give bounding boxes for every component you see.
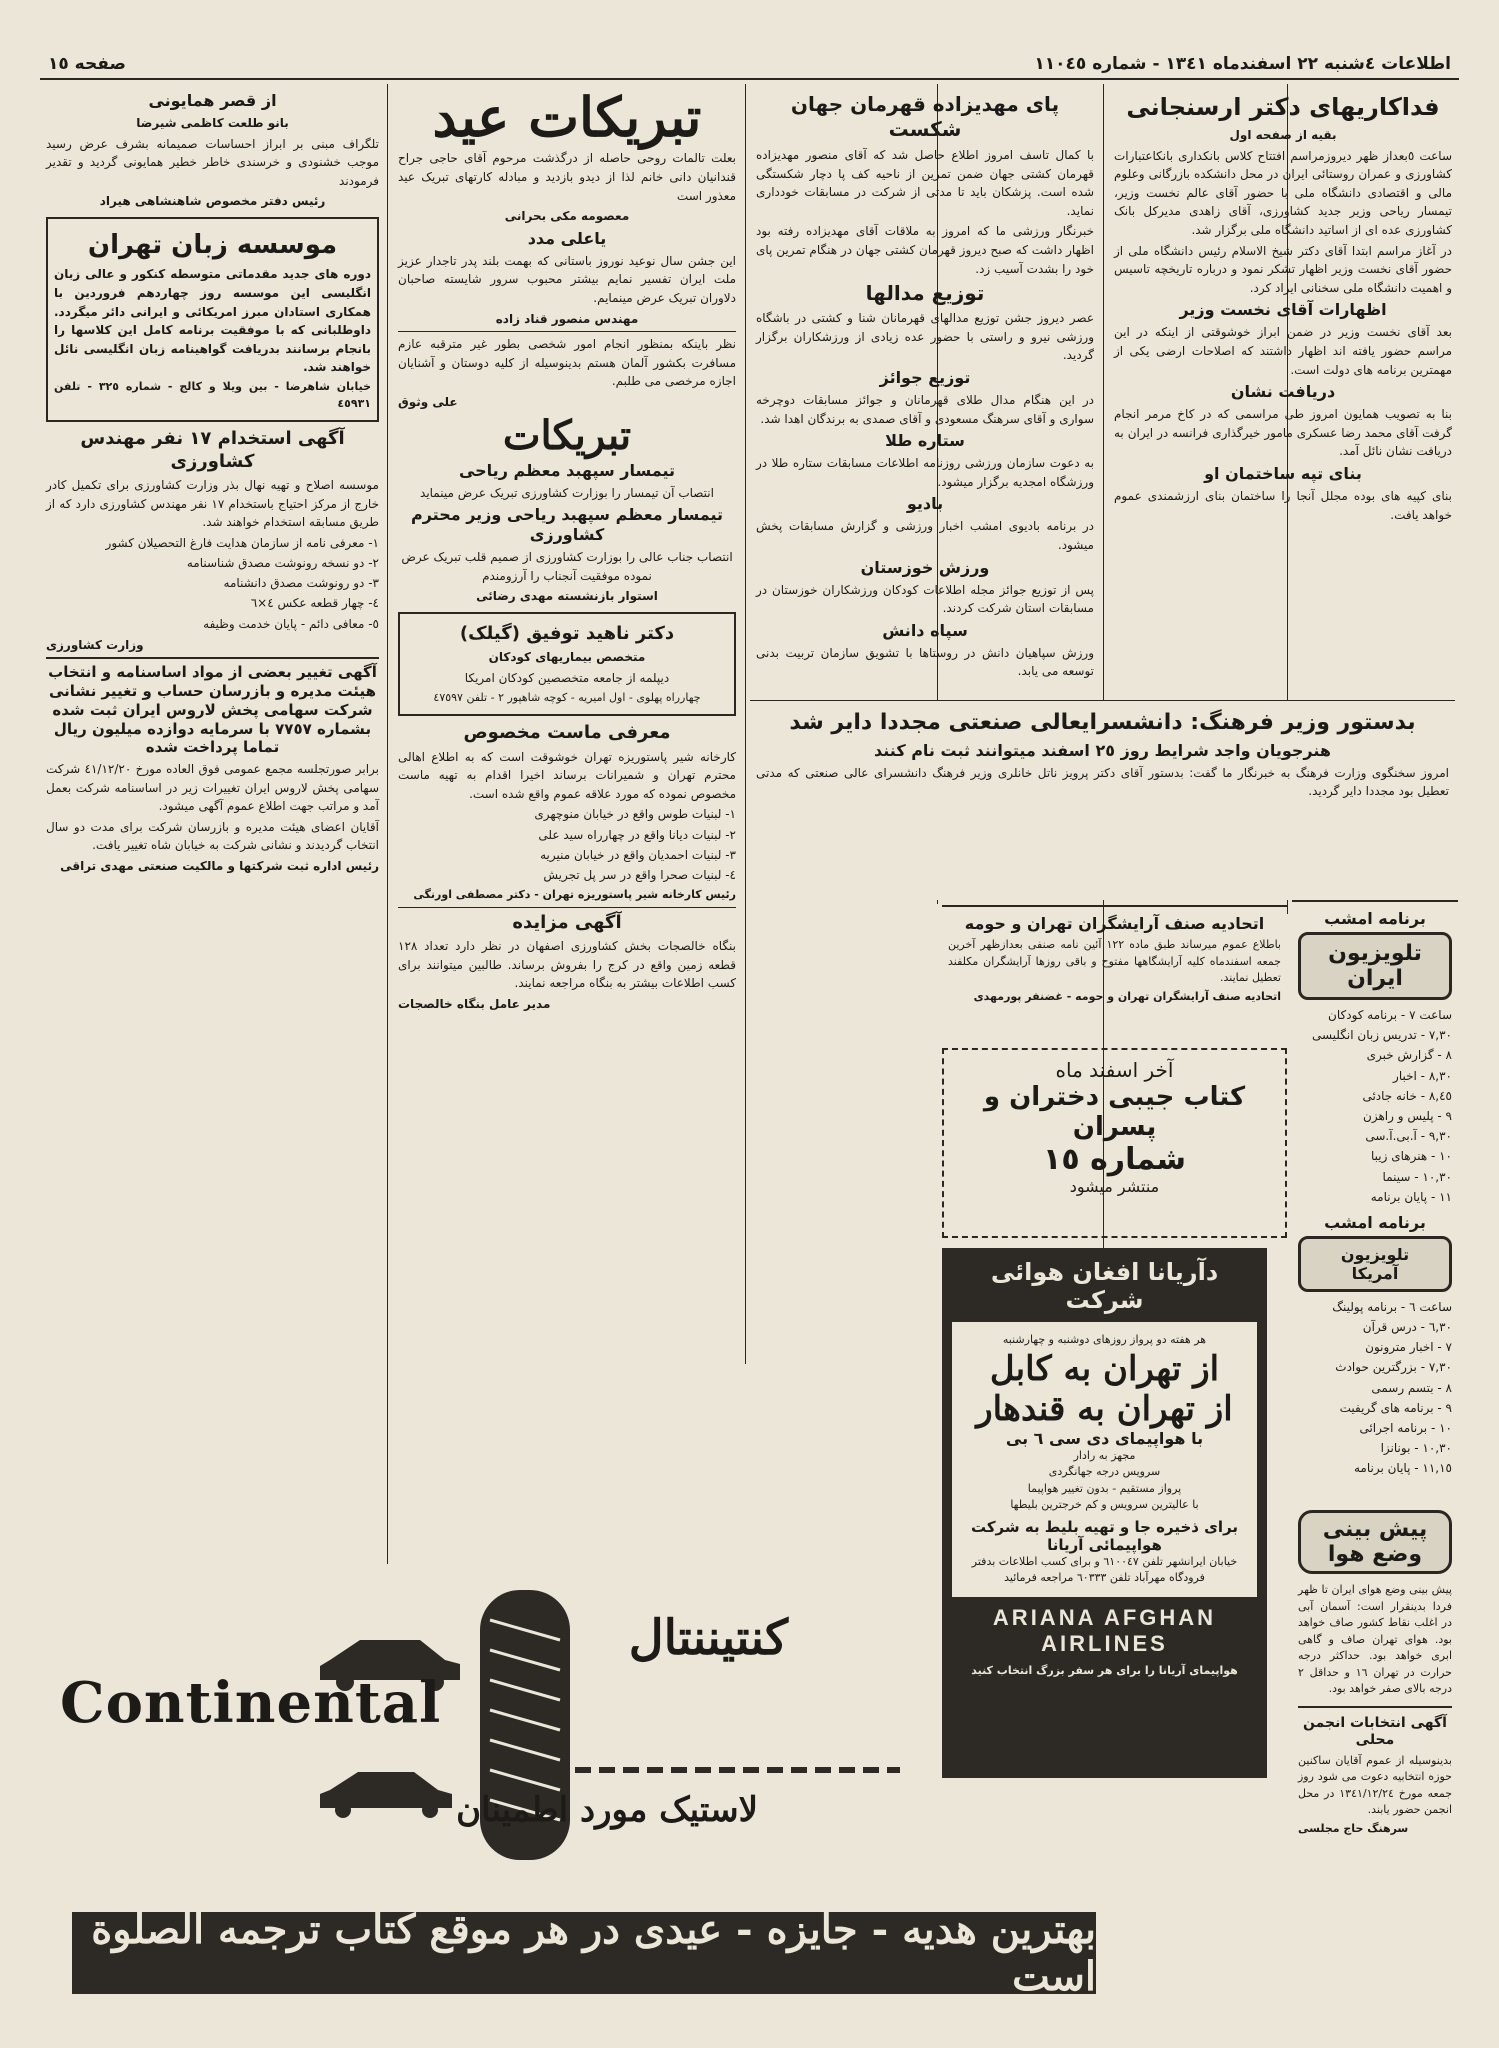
tv2-item: ساعت ٦ - برنامه پولینگ <box>1332 1299 1452 1314</box>
tv2-item: ١٠,٣٠ - بونانزا <box>1380 1441 1452 1456</box>
daneshsara-paragraph: امروز سخنگوی وزارت فرهنگ به خبرنگار ما گفت: بدستور آقای دکتر پرویز ناتل خانلری وزیر فرهنگ دانشسرای عالی صنعتی که مدتی تعطیل بود مجددا دایر گردید. <box>756 765 1449 799</box>
tv-item: ١٠,٣٠ - سینما <box>1382 1169 1452 1184</box>
ariana-feature: مجهز به رادار <box>1073 1448 1136 1462</box>
column-rule <box>745 84 746 1364</box>
tv-item: ١٠ - هنرهای زیبا <box>1370 1149 1452 1164</box>
zaban-title: موسسه زبان تهران <box>87 229 338 260</box>
greeting-paragraph: این جشن سال نوعید نوروز باستانی که بهمت بلند پدر تاجدار عزیز ملت ایران تفسیر نمایم بیشتر محبوب سرور شایسته صاحبان دلاوران تبریک عرض مینمایم. <box>398 253 736 305</box>
notice-signature: رئیس اداره ثبت شرکتها و مالکیت صنعتی مهدی تراقی <box>60 859 379 874</box>
weather-text: پیش بینی وضع هوای ایران تا ظهر فردا بدینقرار است: آسمان آبی در اغلب نقاط کشور صاف خواهد بود. هوای تهران صاف و گاهی ابری خواهد بود. حداکثر درجه حرارت در تهران ١٦ و حداقل ٢ درجه بالای صفر خواهد بود. <box>1298 1583 1452 1695</box>
bottom-banner: بهترین هدیه - جایزه - عیدی در هر موقع کتاب ترجمه الصلوة است <box>72 1912 1096 1994</box>
tv-item: ٨ - گزارش خبری <box>1366 1048 1452 1063</box>
greeting-signature: علی وثوق <box>398 394 458 409</box>
continental-ad <box>40 1580 938 1870</box>
hire-item: ٥- معافی دائم - پایان خدمت وظیفه <box>203 616 379 631</box>
tv2-item: ٨ - بتسم رسمی <box>1371 1380 1452 1395</box>
issue-line: اطلاعات ٤شنبه ٢٢ اسفندماه ١٣٤١ - شماره ١١٠٤٥ <box>1034 54 1451 74</box>
continental-tagline: لاستیک مورد اطمینان <box>456 1790 758 1830</box>
zaban-ad <box>46 217 379 422</box>
section-heading: ورزش خوزستان <box>860 557 990 577</box>
ariana-route-kabul: از تهران به کابل <box>989 1348 1220 1389</box>
greeting-signature: مهندس منصور قناد زاده <box>495 311 639 326</box>
doctor-specialty: متخصص بیماریهای کودکان <box>488 650 646 665</box>
page-number: صفحه ١٥ <box>48 54 126 74</box>
greetings-heading: تبریکات عید <box>432 85 702 149</box>
daneshsara-subtitle: هنرجویان واجد شرایط روز ٢٥ اسفند میتوانند ثبت نام کنند <box>874 740 1331 760</box>
greeting-paragraph: انتصاب جناب عالی را بوزارت کشاورزی از صمیم قلب تبریک عرض نموده موفقیت آنجناب را آرزومندم <box>401 550 733 583</box>
greeting-paragraph: بعلت تالمات روحی حاصله از درگذشت مرحوم آقای حاجی جراح قندانیان دانی خانم لذا از دیدو بازدید و مبادله کارتهای تبریک عید معذور است <box>398 151 736 203</box>
notice-title: آگهی تغییر بعضی از مواد اساسنامه و انتخاب هیئت مدیره و بازرسان حساب و تغییر نشانی شرکت سهامی پخش لاروس ایران ثبت شده بشماره ٧٧٥٧ با سرمایه دوازده میلیون ریال تماما پرداخت شده <box>46 657 379 757</box>
article-title: پای مهدیزاده قهرمان جهان شکست <box>790 92 1060 141</box>
ketab-line3: شماره ١٥ <box>1043 1142 1186 1177</box>
ketab-line1: آخر اسفند ماه <box>1055 1058 1174 1082</box>
mast-shop: ١- لبنیات طوس واقع در خیابان منوچهری <box>534 807 736 822</box>
column-left <box>40 84 385 1564</box>
article-paragraph: پس از توزیع جوائز مجله اطلاعات کودکان ورزشکاران خوزستان در مسابقات استان شرکت کردند. <box>756 582 1094 616</box>
greeting-signature: معصومه مکی بحرانی <box>504 209 630 224</box>
continental-logo: Continental <box>60 1670 442 1736</box>
tv-item: ٨,٣٠ - اخبار <box>1393 1068 1452 1083</box>
doctor-ad <box>398 612 736 716</box>
ariana-schedule: هر هفته دو پرواز روزهای دوشنبه و چهارشنبه <box>1002 1333 1207 1346</box>
tv2-item: ٦,٣٠ - درس قرآن <box>1362 1320 1452 1335</box>
ariana-english-airlines: AIRLINES <box>1041 1630 1168 1656</box>
tv-item: ساعت ٧ - برنامه کودکان <box>1328 1008 1452 1022</box>
mast-title: معرفی ماست مخصوص <box>463 722 671 744</box>
column-greetings <box>392 84 742 1564</box>
article-paragraph: بنا به تصویب همایون امروز طی مراسمی که در کاخ مرمر انجام گرفت آقای محمد رضا عسکری مامور خیرگذاری فرانسه در ایران به دریافت نشان نائل آمد. <box>1114 407 1452 459</box>
hire-item: ٤- چهار قطعه عکس ٤×٦ <box>250 596 379 611</box>
article-paragraph: به دعوت سازمان ورزشی روزنامه اطلاعات مسابقات ستاره طلا در ورزشگاه امجدیه برگزار میشود. <box>756 456 1094 489</box>
tv-item: ٩ - پلیس و راهزن <box>1363 1108 1452 1123</box>
column-rule <box>387 84 388 1564</box>
mast-shop: ٤- لبنیات صحرا واقع در سر پل تجریش <box>543 867 736 882</box>
weather-heading: پیش بینی وضع هوا <box>1298 1510 1452 1574</box>
tv2-item: ١٠ - برنامه اجرائی <box>1359 1421 1452 1435</box>
mast-paragraph: کارخانه شیر پاستوریزه تهران خوشوقت است که به اطلاع اهالی محترم تهران و شمیرانات برساند اخیرا اقدام به تهیه ماست مخصوص نموده که مورد علاقه عموم واقع شده است. <box>398 749 736 801</box>
ariana-feature: سرویس درجه جهانگردی <box>1048 1465 1161 1478</box>
greeting-heading: تیمسار سپهبد معظم ریاحی <box>458 460 676 480</box>
hire-signature: وزارت کشاورزی <box>46 637 144 652</box>
article-subtitle: بقیه از صفحه اول <box>1229 128 1337 142</box>
daneshsara-article <box>750 700 1455 900</box>
auction-paragraph: بنگاه خالصجات بخش کشاورزی اصفهان در نظر دارد تعداد ١٢٨ قطعه زمین واقع در کرج را بفروش برساند. طالبین میتوانند برای کسب اطلاعات بیشتر به بنگاه مراجعه نمایند. <box>398 939 736 991</box>
hire-paragraph: موسسه اصلاح و تهیه نهال بذر وزارت کشاورزی برای تکمیل کادر خارج از مرکز احتیاج باستخدام ١٧ نفر مهندس کشاورزی دارد که از طریق مسابقه استخدام خواهند شد. <box>46 478 379 530</box>
article-paragraph: خبرنگار ورزشی ما که امروز به ملاقات آقای مهدیزاده رفته بود اظهار داشت که صبح دیروز قهرمان کشتی جهان در هنگام تمرین پای خود را بشدت آسیب زد. <box>756 224 1094 276</box>
doctor-diploma: دیپلمه از جامعه متخصصین کودکان امریکا <box>464 670 670 685</box>
hire-item: ١- معرفی نامه از سازمان هدایت فارغ التحصیلان کشور <box>105 535 379 550</box>
anjoman-text: بدینوسیله از عموم آقایان ساکنین حوزه انتخابیه دعوت می شود روز جمعه مورخ ١٣٤١/١٢/٢٤ در محل انجمن حضور یابند. <box>1298 1753 1452 1816</box>
tv-item: ٧,٣٠ - تدریس زبان انگلیسی <box>1311 1028 1452 1043</box>
ariana-footer: هواپیمای آریانا را برای هر سفر بزرگ انتخاب کنید <box>971 1663 1238 1677</box>
union-title: اتحادیه صنف آرایشگران تهران و حومه <box>964 914 1265 933</box>
doctor-address: چهارراه پهلوی - اول امیریه - کوچه شاهپور ٢ - تلفن ٤٧٥٩٧ <box>433 690 701 704</box>
article-paragraph: ورزش سپاهیان دانش در روستاها با تشویق سازمان تربیت بدنی توسعه می یابد. <box>756 645 1094 679</box>
tv2-item: ٧,٣٠ - بزرگترین حوادث <box>1335 1360 1452 1375</box>
article-paragraph: بعد آقای نخست وزیر در ضمن ابراز خوشوقتی از اینکه در این مراسم حضور یافته اند اظهار داشتند که اصلاحات ارضی یکی از مهمترین برنامه های دولت است. <box>1114 325 1452 377</box>
section-heading: باديو <box>906 494 944 514</box>
article-paragraph: در آغاز مراسم ابتدا آقای دکتر شیخ الاسلام رئیس دانشگاه ملی از حضور آقای نخست وزیر اظهار تشکر نمود و درباره تاریخچه تاسیس و اهمیت دانشگاه ملی سخنانی ایراد کرد. <box>1114 243 1452 295</box>
article-paragraph: ساعت ٥بعداز ظهر دیروزمراسم افتتاح کلاس بانکداری بانکاعتبارات کشاورزی و عمران روستائی ایران در محل دانشکده بازرگانی وعلوم مالی و اقتصادی دانشگاه ملی با حضور آقای عالم نخست وزیر، تیمسار ریاحی وزیر جدید کشاورزی، آقای زاهدی مدیرکل بانک کشاورزی عده ای از اساتید دانشگاه ملی برگزار شد. <box>1114 148 1453 237</box>
tv-item: ١١ - پایان برنامه <box>1370 1189 1452 1204</box>
hire-item: ٣- دو رونوشت مصدق دانشنامه <box>223 576 379 591</box>
palace-title: از قصر همایونی <box>148 91 277 110</box>
ariana-feature: با عالیترین سرویس و کم خرجترین بلیطها <box>1010 1498 1199 1511</box>
greeting-paragraph: نظر باینکه بمنظور انجام امور شخصی بطور غیر مترقبه عازم مسافرت بکشور آلمان هستم بدینوسیله از کلیه دوستان و آشنایان اجازه مرخصی می طلبم. <box>398 337 736 389</box>
union-text: باطلاع عموم میرساند طبق ماده ١٢٢ آئین نامه صنفی بعدازظهر آخرین جمعه اسفندماه کلیه آرایشگاهها مفتوح و باقی روزها آرایشگران مکلفند تعطیل نمایند. <box>948 938 1281 984</box>
article-title: فداکاریهای دکتر ارسنجانی <box>1126 93 1440 121</box>
anjoman-title: آگهی انتخابات انجمن محلی <box>1303 1714 1447 1748</box>
auction-signature: مدیر عامل بنگاه خالصجات <box>398 996 551 1011</box>
mast-shop: ٢- لبنیات دیانا واقع در چهارراه سید علی <box>538 827 736 842</box>
notice-paragraph: آقایان اعضای هیئت مدیره و بازرسان شرکت برای مدت دو سال انتخاب گردیدند و نشانی شرکت به خیابان شاه تغییر یافت. <box>46 819 379 853</box>
tv-item: ٨,٤٥ - خانه جادئی <box>1362 1088 1452 1103</box>
ariana-feature: پرواز مستقیم - بدون تغییر هواپیما <box>1027 1481 1182 1495</box>
section-heading: اظهارات آقای نخست وزیر <box>1179 300 1387 320</box>
daneshsara-title: بدستور وزیر فرهنگ: دانشسرایعالی صنعتی مجددا دایر شد <box>789 710 1416 735</box>
masthead <box>40 50 1459 80</box>
section-heading: توزیع مدالها <box>865 281 985 306</box>
greeting-heading: تیمسار معظم سپهبد ریاحی وزیر محترم کشاورزی <box>411 505 723 545</box>
palace-name: بانو طلعت کاظمی شیرضا <box>136 116 289 130</box>
union-notice <box>942 905 1287 1045</box>
doctor-name: دکتر ناهید توفیق (گیلک) <box>459 622 675 644</box>
article-paragraph: در برنامه باديوی امشب اخبار ورزشی و گزارش مسابقات پخش میشود. <box>756 519 1094 552</box>
greeting-signature: استوار بازنشسته مهدی رضائی <box>476 589 658 604</box>
continental-persian: کنتیننتال <box>628 1610 788 1666</box>
ariana-plane: با هواپیمای دی سی ٦ بی <box>1005 1428 1204 1448</box>
ketab-ad <box>942 1048 1287 1238</box>
greeting-heading: یاعلی مدد <box>527 228 607 248</box>
ariana-contact: برای ذخیره جا و تهیه بلیط به شرکت هواپیمائی آریانا <box>970 1517 1239 1554</box>
car-icon <box>320 1772 452 1818</box>
palace-paragraph: تلگراف مبنی بر ابراز احساسات صمیمانه بشرف عرض رسید موجب خشنودی و خرسندی خاطر خطیر همایونی گردید و تقدیر فرمودند <box>46 136 379 188</box>
ariana-address: خیابان ایرانشهر تلفن ٦١٠٠٤٧ و برای کسب اطلاعات بدفتر فرودگاه مهرآباد تلفن ٦٠٣٣٣ مراجعه فرمائید <box>971 1554 1238 1584</box>
ariana-heading: دآریانا افغان هوائی شرکت <box>990 1258 1219 1314</box>
tv-logo: تلویزیون ایران <box>1298 932 1452 1000</box>
section-heading: ستاره طلا <box>885 431 965 451</box>
tv-title: برنامه امشب <box>1324 909 1426 928</box>
greeting-paragraph: انتصاب آن تیمسار را بوزارت کشاورزی تبریک عرض مینماید <box>420 485 714 500</box>
article-paragraph: در این هنگام مدال طلای قهرمانان و جوائز مسابقات دوچرخه سواری و آقای سرهنگ مسعودی و آقای صمدی به برندگان اهدا شد. <box>756 392 1094 426</box>
greetings-heading-2: تبریکات <box>502 411 632 459</box>
notice-paragraph: برابر صورتجلسه مجمع عمومی فوق العاده مورخ ٤١/١٢/٢٠ شرکت سهامی پخش لاروس ایران تغییرات زیر در اساسنامه شرکت بعمل آمد و مراتب جهت اطلاع عموم آگهی میشود. <box>46 762 379 814</box>
section-heading: دریافت نشان <box>1230 382 1336 402</box>
weather-box <box>1292 1500 1458 2020</box>
article-paragraph: با کمال تاسف امروز اطلاع حاصل شد که آقای منصور مهدیزاده قهرمان کشتی جهان ضمن تمرین از ناحیه کف پا دچار شکستگی شده است. پزشکان باید تا مدتی از شرکت در مسابقات خودداری نماید. <box>756 148 1094 218</box>
tv2-item: ١١,١٥ - پایان برنامه <box>1353 1461 1452 1476</box>
section-heading: توزیع جوائز <box>879 367 971 387</box>
tv2-title: برنامه امشب <box>1324 1212 1426 1232</box>
tv2-item: ٩ - برنامه های گریفیت <box>1339 1400 1452 1415</box>
hire-item: ٢- دو نسخه رونوشت مصدق شناسنامه <box>186 556 379 570</box>
zaban-address: خیابان شاهرضا - بین ویلا و کالج - شماره ٣٢٥ - تلفن ٤٥٩٣١ <box>54 380 371 410</box>
ketab-line4: منتشر میشود <box>1069 1177 1160 1196</box>
tv2-logo: تلویزیون آمریکا <box>1298 1236 1452 1292</box>
ariana-route-kandahar: از تهران به قندهار <box>976 1388 1233 1429</box>
section-heading: سپاه دانش <box>882 620 968 640</box>
zaban-paragraph: دوره های جدید مقدماتی متوسطه کنکور و عالی زبان انگلیسی این موسسه روز چهاردهم فروردین با همکاری استادان مبرز امریکائی و ایرانی دائر میگردد. داوطلبانی که با موفقیت برنامه کامل این کلاسها را بانجام برسانند بدریافت گواهینامه زبان انگلیسی نائل خواهند شد. <box>54 267 371 375</box>
auction-title: آگهی مزایده <box>398 907 736 935</box>
palace-signature: رئیس دفتر مخصوص شاهنشاهی هیراد <box>99 194 326 209</box>
union-signature: اتحادیه صنف آرایشگران تهران و حومه - غضنفر پورمهدی <box>973 989 1281 1003</box>
ariana-english-name: ARIANA AFGHAN <box>992 1604 1217 1630</box>
anjoman-signature: سرهنگ حاج مجلسی <box>1298 1821 1409 1835</box>
mast-shop: ٣- لبنیات احمدیان واقع در خیابان منیریه <box>540 847 736 862</box>
article-paragraph: بنای کپیه های بوده مجلل آنجا را ساختمان بنای ارزشمندی عموم خواهد یافت. <box>1114 488 1452 522</box>
article-paragraph: عصر دیروز جشن توزیع مدالهای قهرمانان شنا و کشتی در باشگاه ورزشی نیرو و راستی با حضور عده زیادی از ورزشکاران برگزار گردید. <box>756 311 1094 363</box>
hire-title: آگهی استخدام ١٧ نفر مهندس کشاورزی <box>80 428 345 472</box>
ariana-ad <box>942 1248 1267 1778</box>
ketab-line2: کتاب جیبی دختران و پسران <box>983 1082 1246 1142</box>
tv-item: ٩,٣٠ - آ.بی.آ.سی <box>1365 1129 1452 1144</box>
section-heading: بنای تپه ساختمان او <box>1204 463 1362 483</box>
mast-signature: رئیس کارخانه شیر پاستوریزه تهران - دکتر مصطفی اورنگی <box>413 888 736 902</box>
tv2-item: ٧ - اخبار مترونون <box>1365 1340 1452 1355</box>
